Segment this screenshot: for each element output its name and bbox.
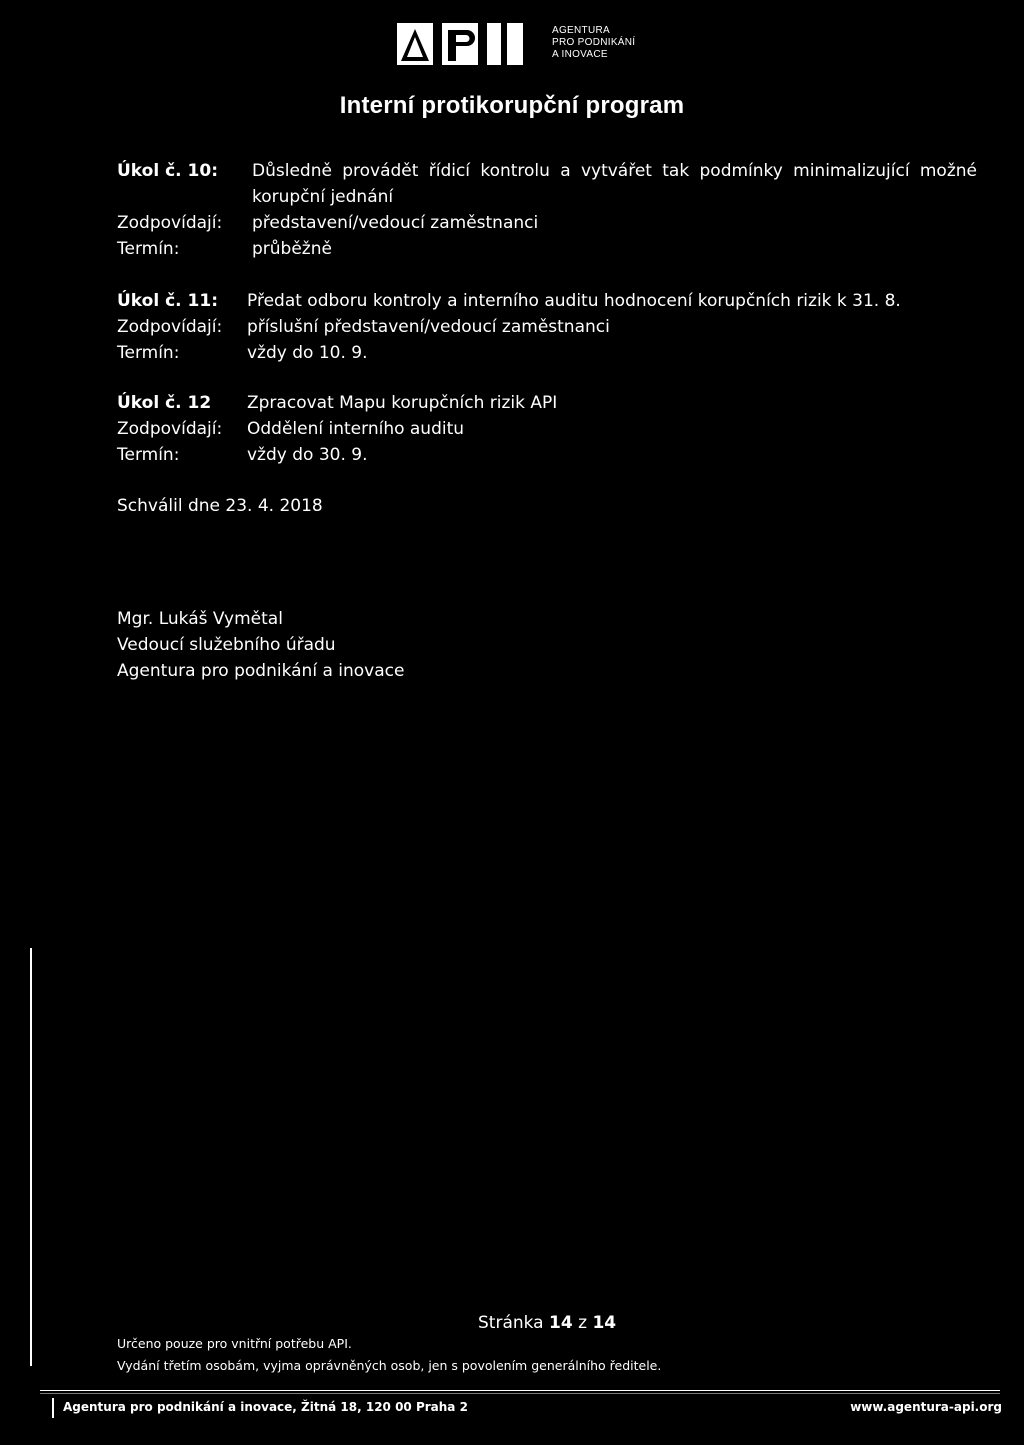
notice-line: Určeno pouze pro vnitřní potřebu API.	[117, 1336, 352, 1351]
responsible-value: představení/vedoucí zaměstnanci	[252, 213, 539, 233]
deadline-label: Termín:	[117, 239, 180, 259]
responsible-value: Oddělení interního auditu	[247, 419, 465, 439]
document-title: Interní protikorupční program	[339, 92, 685, 119]
page-number	[478, 1313, 616, 1333]
page-separator: z	[578, 1313, 588, 1333]
deadline-value: vždy do 30. 9.	[247, 445, 368, 465]
task-12	[117, 390, 977, 468]
notice-line: Vydání třetím osobám, vyjma oprávněných osob, jen s povolením generálního ředitele.	[117, 1358, 662, 1373]
api-logo	[397, 23, 527, 65]
task-text: Předat odboru kontroly a interního auditu hodnocení korupčních rizik k 31. 8.	[247, 291, 901, 311]
agency-line: PRO PODNIKÁNÍ	[552, 37, 636, 48]
footer-divider	[40, 1390, 1000, 1391]
footer-bar	[52, 1398, 54, 1418]
deadline-value: průběžně	[252, 239, 332, 259]
distribution-notice	[117, 1333, 661, 1377]
task-11	[117, 288, 977, 366]
task-text: Důsledně provádět řídicí kontrolu a vytvářet tak podmínky minimalizující možné korupční jednání	[252, 161, 977, 207]
task-text: Zpracovat Mapu korupčních rizik API	[247, 393, 558, 413]
deadline-label: Termín:	[117, 445, 180, 465]
task-label: Úkol č. 11:	[117, 291, 218, 311]
responsible-label: Zodpovídají:	[117, 317, 223, 337]
footer-website: www.agentura-api.org	[850, 1400, 1002, 1414]
footer-address: Agentura pro podnikání a inovace, Žitná 18, 120 00 Praha 2	[63, 1400, 468, 1414]
task-label: Úkol č. 12	[117, 393, 212, 413]
signatory-organization: Agentura pro podnikání a inovace	[117, 661, 405, 681]
agency-line: AGENTURA	[552, 25, 610, 36]
deadline-value: vždy do 10. 9.	[247, 343, 368, 363]
margin-rule	[30, 948, 32, 1366]
agency-name	[552, 25, 635, 61]
approval-date: Schválil dne 23. 4. 2018	[117, 496, 323, 516]
agency-line: A INOVACE	[552, 49, 608, 60]
task-10	[117, 158, 977, 262]
page-total: 14	[592, 1313, 617, 1333]
signature-block	[117, 606, 404, 684]
signatory-name: Mgr. Lukáš Vymětal	[117, 609, 283, 629]
footer-divider-thin	[40, 1393, 1000, 1394]
page-prefix: Stránka	[478, 1313, 544, 1333]
responsible-value: příslušní představení/vedoucí zaměstnanci	[247, 317, 610, 337]
api-logo-icon	[397, 23, 527, 65]
deadline-label: Termín:	[117, 343, 180, 363]
signatory-role: Vedoucí služebního úřadu	[117, 635, 336, 655]
responsible-label: Zodpovídají:	[117, 213, 223, 233]
page-current: 14	[549, 1313, 573, 1333]
responsible-label: Zodpovídají:	[117, 419, 223, 439]
task-label: Úkol č. 10:	[117, 161, 218, 181]
